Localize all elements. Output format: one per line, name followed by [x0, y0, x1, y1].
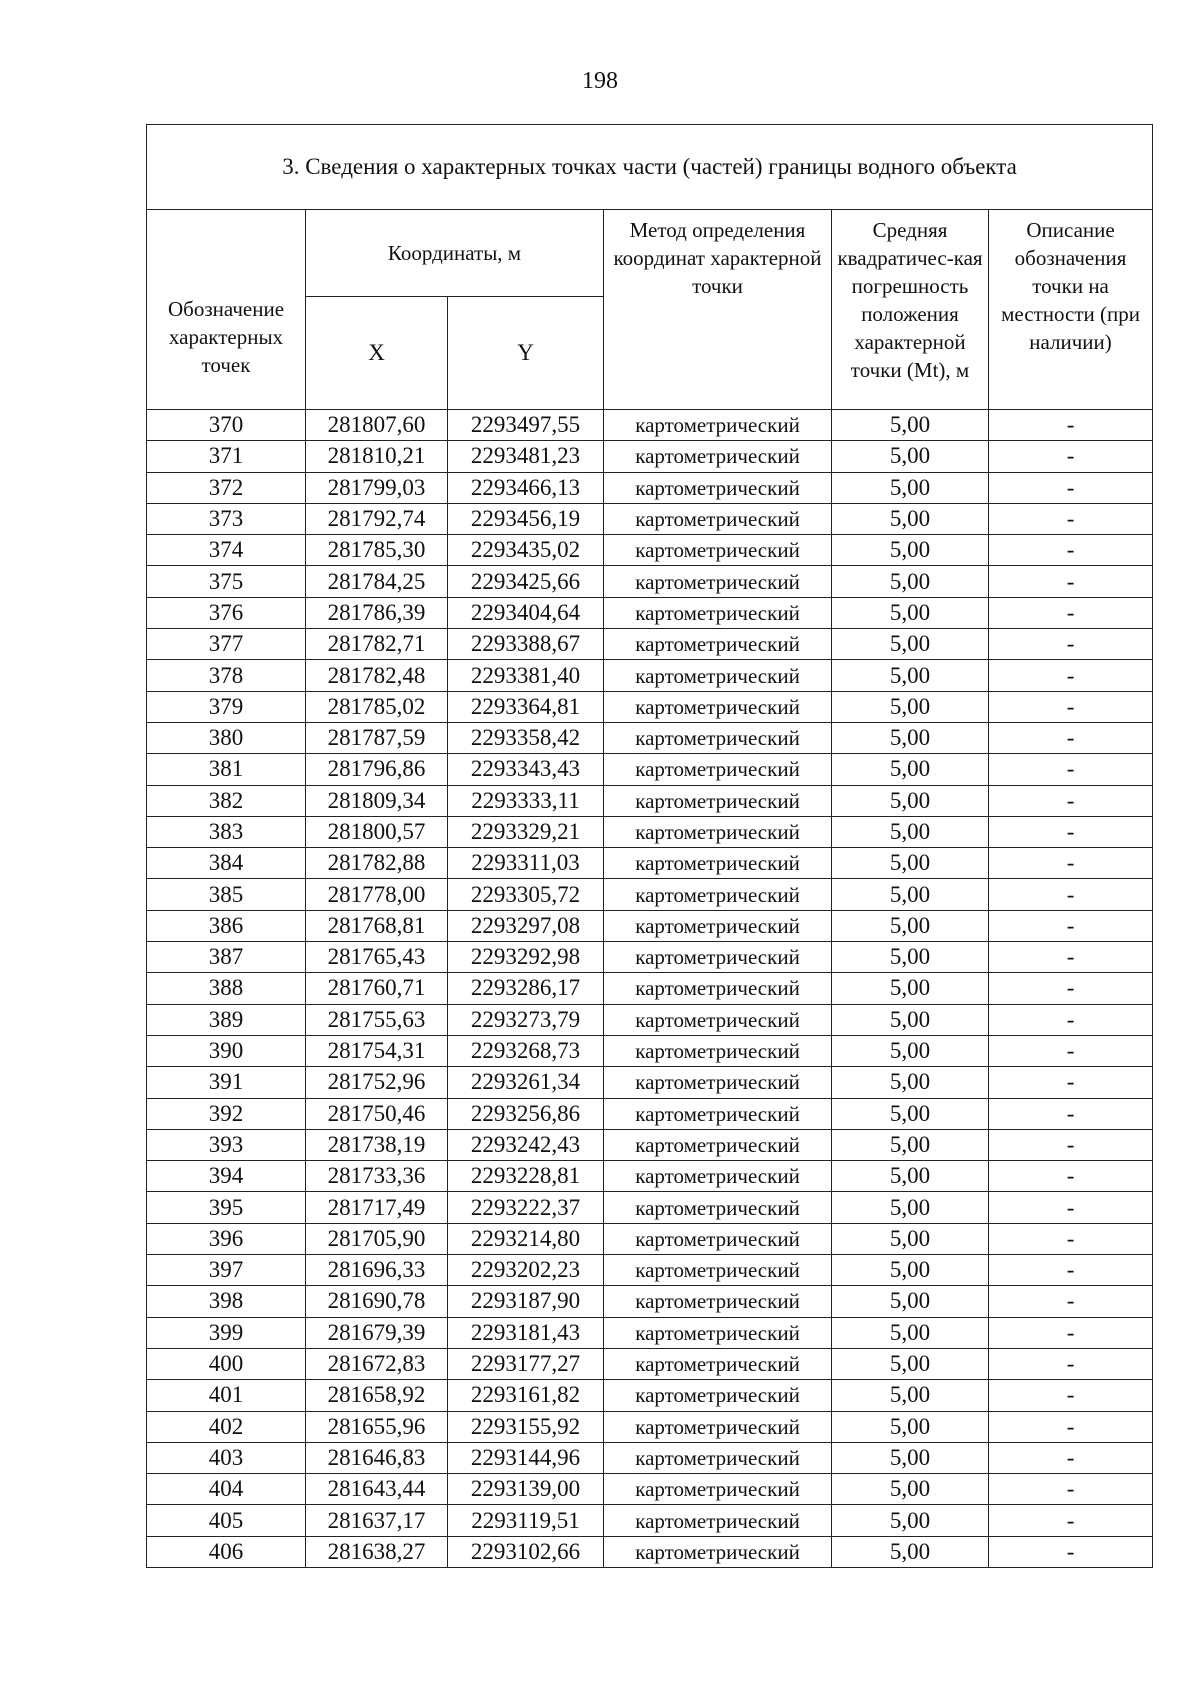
point-id-cell: 386 — [147, 910, 306, 941]
table-row — [147, 1035, 1153, 1066]
y-coordinate-cell: 2293297,08 — [448, 910, 604, 941]
point-id-cell: 377 — [147, 629, 306, 660]
y-coordinate-cell: 2293256,86 — [448, 1098, 604, 1129]
x-coordinate-cell: 281782,88 — [306, 848, 448, 879]
y-coordinate-cell: 2293139,00 — [448, 1474, 604, 1505]
method-cell: картометрический — [604, 1317, 832, 1348]
x-coordinate-cell: 281810,21 — [306, 441, 448, 472]
method-cell: картометрический — [604, 660, 832, 691]
y-coordinate-cell: 2293425,66 — [448, 566, 604, 597]
x-coordinate-cell: 281754,31 — [306, 1035, 448, 1066]
x-coordinate-cell: 281738,19 — [306, 1129, 448, 1160]
header-y: Y — [448, 297, 604, 410]
x-coordinate-cell: 281796,86 — [306, 754, 448, 785]
error-cell: 5,00 — [832, 691, 989, 722]
error-cell: 5,00 — [832, 629, 989, 660]
method-cell: картометрический — [604, 785, 832, 816]
error-cell: 5,00 — [832, 1317, 989, 1348]
table-row — [147, 1442, 1153, 1473]
x-coordinate-cell: 281786,39 — [306, 597, 448, 628]
error-cell: 5,00 — [832, 1004, 989, 1035]
error-cell: 5,00 — [832, 848, 989, 879]
error-cell: 5,00 — [832, 472, 989, 503]
point-id-cell: 371 — [147, 441, 306, 472]
table-row — [147, 597, 1153, 628]
point-id-cell: 391 — [147, 1067, 306, 1098]
table-row — [147, 1223, 1153, 1254]
description-cell: - — [989, 942, 1153, 973]
method-cell: картометрический — [604, 848, 832, 879]
point-id-cell: 381 — [147, 754, 306, 785]
method-cell: картометрический — [604, 1505, 832, 1536]
method-cell: картометрический — [604, 1442, 832, 1473]
y-coordinate-cell: 2293388,67 — [448, 629, 604, 660]
method-cell: картометрический — [604, 754, 832, 785]
y-coordinate-cell: 2293222,37 — [448, 1192, 604, 1223]
point-id-cell: 400 — [147, 1348, 306, 1379]
point-id-cell: 399 — [147, 1317, 306, 1348]
description-cell: - — [989, 1317, 1153, 1348]
description-cell: - — [989, 660, 1153, 691]
header-description: Описание обозначения точки на местности (при наличии) — [989, 210, 1153, 410]
table-row — [147, 1098, 1153, 1129]
method-cell: картометрический — [604, 1286, 832, 1317]
x-coordinate-cell: 281750,46 — [306, 1098, 448, 1129]
description-cell: - — [989, 597, 1153, 628]
error-cell: 5,00 — [832, 722, 989, 753]
table-row — [147, 691, 1153, 722]
y-coordinate-cell: 2293102,66 — [448, 1536, 604, 1567]
x-coordinate-cell: 281784,25 — [306, 566, 448, 597]
y-coordinate-cell: 2293119,51 — [448, 1505, 604, 1536]
description-cell: - — [989, 848, 1153, 879]
table-row — [147, 754, 1153, 785]
description-cell: - — [989, 1035, 1153, 1066]
table-row — [147, 472, 1153, 503]
table-row — [147, 410, 1153, 441]
method-cell: картометрический — [604, 1129, 832, 1160]
method-cell: картометрический — [604, 1098, 832, 1129]
x-coordinate-cell: 281800,57 — [306, 816, 448, 847]
description-cell: - — [989, 1474, 1153, 1505]
method-cell: картометрический — [604, 629, 832, 660]
point-id-cell: 388 — [147, 973, 306, 1004]
method-cell: картометрический — [604, 441, 832, 472]
x-coordinate-cell: 281778,00 — [306, 879, 448, 910]
point-id-cell: 396 — [147, 1223, 306, 1254]
error-cell: 5,00 — [832, 1035, 989, 1066]
error-cell: 5,00 — [832, 566, 989, 597]
table-row — [147, 503, 1153, 534]
method-cell: картометрический — [604, 910, 832, 941]
table-row — [147, 1317, 1153, 1348]
point-id-cell: 404 — [147, 1474, 306, 1505]
description-cell: - — [989, 472, 1153, 503]
y-coordinate-cell: 2293155,92 — [448, 1411, 604, 1442]
description-cell: - — [989, 1255, 1153, 1286]
description-cell: - — [989, 1505, 1153, 1536]
table-row — [147, 1161, 1153, 1192]
description-cell: - — [989, 1129, 1153, 1160]
description-cell: - — [989, 441, 1153, 472]
x-coordinate-cell: 281690,78 — [306, 1286, 448, 1317]
point-id-cell: 394 — [147, 1161, 306, 1192]
table-title: 3. Сведения о характерных точках части (частей) границы водного объекта — [147, 125, 1153, 210]
y-coordinate-cell: 2293333,11 — [448, 785, 604, 816]
y-coordinate-cell: 2293181,43 — [448, 1317, 604, 1348]
point-id-cell: 373 — [147, 503, 306, 534]
method-cell: картометрический — [604, 942, 832, 973]
error-cell: 5,00 — [832, 973, 989, 1004]
point-id-cell: 370 — [147, 410, 306, 441]
table-row — [147, 722, 1153, 753]
error-cell: 5,00 — [832, 1255, 989, 1286]
table-body — [147, 410, 1153, 1568]
point-id-cell: 384 — [147, 848, 306, 879]
point-id-cell: 376 — [147, 597, 306, 628]
x-coordinate-cell: 281785,30 — [306, 535, 448, 566]
error-cell: 5,00 — [832, 1192, 989, 1223]
table-row — [147, 1505, 1153, 1536]
error-cell: 5,00 — [832, 1474, 989, 1505]
description-cell: - — [989, 910, 1153, 941]
description-cell: - — [989, 1442, 1153, 1473]
description-cell: - — [989, 1380, 1153, 1411]
table-row — [147, 441, 1153, 472]
method-cell: картометрический — [604, 1255, 832, 1286]
x-coordinate-cell: 281787,59 — [306, 722, 448, 753]
error-cell: 5,00 — [832, 1442, 989, 1473]
description-cell: - — [989, 691, 1153, 722]
error-cell: 5,00 — [832, 1098, 989, 1129]
x-coordinate-cell: 281765,43 — [306, 942, 448, 973]
x-coordinate-cell: 281760,71 — [306, 973, 448, 1004]
point-id-cell: 401 — [147, 1380, 306, 1411]
error-cell: 5,00 — [832, 1223, 989, 1254]
description-cell: - — [989, 1536, 1153, 1567]
method-cell: картометрический — [604, 691, 832, 722]
description-cell: - — [989, 566, 1153, 597]
description-cell: - — [989, 1223, 1153, 1254]
x-coordinate-cell: 281809,34 — [306, 785, 448, 816]
x-coordinate-cell: 281637,17 — [306, 1505, 448, 1536]
y-coordinate-cell: 2293202,23 — [448, 1255, 604, 1286]
description-cell: - — [989, 973, 1153, 1004]
error-cell: 5,00 — [832, 1505, 989, 1536]
point-id-cell: 403 — [147, 1442, 306, 1473]
x-coordinate-cell: 281807,60 — [306, 410, 448, 441]
x-coordinate-cell: 281655,96 — [306, 1411, 448, 1442]
error-cell: 5,00 — [832, 785, 989, 816]
method-cell: картометрический — [604, 816, 832, 847]
method-cell: картометрический — [604, 1474, 832, 1505]
method-cell: картометрический — [604, 410, 832, 441]
method-cell: картометрический — [604, 597, 832, 628]
description-cell: - — [989, 1067, 1153, 1098]
y-coordinate-cell: 2293381,40 — [448, 660, 604, 691]
error-cell: 5,00 — [832, 1067, 989, 1098]
x-coordinate-cell: 281646,83 — [306, 1442, 448, 1473]
x-coordinate-cell: 281782,71 — [306, 629, 448, 660]
description-cell: - — [989, 754, 1153, 785]
y-coordinate-cell: 2293261,34 — [448, 1067, 604, 1098]
method-cell: картометрический — [604, 472, 832, 503]
table-row — [147, 1286, 1153, 1317]
point-id-cell: 390 — [147, 1035, 306, 1066]
method-cell: картометрический — [604, 1380, 832, 1411]
point-id-cell: 398 — [147, 1286, 306, 1317]
method-cell: картометрический — [604, 503, 832, 534]
table-row — [147, 1380, 1153, 1411]
point-id-cell: 397 — [147, 1255, 306, 1286]
description-cell: - — [989, 879, 1153, 910]
method-cell: картометрический — [604, 1411, 832, 1442]
page-number: 198 — [582, 68, 618, 94]
point-id-cell: 393 — [147, 1129, 306, 1160]
y-coordinate-cell: 2293305,72 — [448, 879, 604, 910]
point-id-cell: 382 — [147, 785, 306, 816]
table-row — [147, 1192, 1153, 1223]
method-cell: картометрический — [604, 1536, 832, 1567]
table-row — [147, 816, 1153, 847]
x-coordinate-cell: 281792,74 — [306, 503, 448, 534]
error-cell: 5,00 — [832, 503, 989, 534]
y-coordinate-cell: 2293161,82 — [448, 1380, 604, 1411]
x-coordinate-cell: 281755,63 — [306, 1004, 448, 1035]
y-coordinate-cell: 2293144,96 — [448, 1442, 604, 1473]
header-x: X — [306, 297, 448, 410]
x-coordinate-cell: 281638,27 — [306, 1536, 448, 1567]
point-id-cell: 383 — [147, 816, 306, 847]
table-row — [147, 785, 1153, 816]
method-cell: картометрический — [604, 1161, 832, 1192]
table-row — [147, 1348, 1153, 1379]
method-cell: картометрический — [604, 722, 832, 753]
y-coordinate-cell: 2293214,80 — [448, 1223, 604, 1254]
point-id-cell: 392 — [147, 1098, 306, 1129]
error-cell: 5,00 — [832, 441, 989, 472]
header-designation: Обозначение характерных точек — [147, 210, 306, 410]
x-coordinate-cell: 281679,39 — [306, 1317, 448, 1348]
description-cell: - — [989, 816, 1153, 847]
description-cell: - — [989, 1411, 1153, 1442]
error-cell: 5,00 — [832, 1129, 989, 1160]
table-row — [147, 566, 1153, 597]
point-id-cell: 375 — [147, 566, 306, 597]
error-cell: 5,00 — [832, 410, 989, 441]
y-coordinate-cell: 2293273,79 — [448, 1004, 604, 1035]
point-id-cell: 378 — [147, 660, 306, 691]
y-coordinate-cell: 2293228,81 — [448, 1161, 604, 1192]
error-cell: 5,00 — [832, 879, 989, 910]
description-cell: - — [989, 503, 1153, 534]
error-cell: 5,00 — [832, 1536, 989, 1567]
method-cell: картометрический — [604, 1035, 832, 1066]
error-cell: 5,00 — [832, 1286, 989, 1317]
y-coordinate-cell: 2293481,23 — [448, 441, 604, 472]
method-cell: картометрический — [604, 1004, 832, 1035]
y-coordinate-cell: 2293456,19 — [448, 503, 604, 534]
error-cell: 5,00 — [832, 1161, 989, 1192]
table-row — [147, 1474, 1153, 1505]
description-cell: - — [989, 535, 1153, 566]
method-cell: картометрический — [604, 1067, 832, 1098]
y-coordinate-cell: 2293311,03 — [448, 848, 604, 879]
y-coordinate-cell: 2293404,64 — [448, 597, 604, 628]
table-row — [147, 660, 1153, 691]
error-cell: 5,00 — [832, 1380, 989, 1411]
table-row — [147, 910, 1153, 941]
y-coordinate-cell: 2293286,17 — [448, 973, 604, 1004]
description-cell: - — [989, 1192, 1153, 1223]
table-row — [147, 879, 1153, 910]
error-cell: 5,00 — [832, 1411, 989, 1442]
error-cell: 5,00 — [832, 816, 989, 847]
y-coordinate-cell: 2293292,98 — [448, 942, 604, 973]
table-row — [147, 535, 1153, 566]
y-coordinate-cell: 2293497,55 — [448, 410, 604, 441]
table-row — [147, 848, 1153, 879]
method-cell: картометрический — [604, 879, 832, 910]
point-id-cell: 405 — [147, 1505, 306, 1536]
point-id-cell: 380 — [147, 722, 306, 753]
description-cell: - — [989, 785, 1153, 816]
table-row — [147, 1004, 1153, 1035]
x-coordinate-cell: 281733,36 — [306, 1161, 448, 1192]
point-id-cell: 406 — [147, 1536, 306, 1567]
y-coordinate-cell: 2293435,02 — [448, 535, 604, 566]
x-coordinate-cell: 281799,03 — [306, 472, 448, 503]
header-error: Средняя квадратичес-кая погрешность положения характерной точки (Mt), м — [832, 210, 989, 410]
y-coordinate-cell: 2293329,21 — [448, 816, 604, 847]
point-id-cell: 387 — [147, 942, 306, 973]
x-coordinate-cell: 281768,81 — [306, 910, 448, 941]
x-coordinate-cell: 281717,49 — [306, 1192, 448, 1223]
x-coordinate-cell: 281672,83 — [306, 1348, 448, 1379]
point-id-cell: 374 — [147, 535, 306, 566]
y-coordinate-cell: 2293187,90 — [448, 1286, 604, 1317]
description-cell: - — [989, 410, 1153, 441]
point-id-cell: 402 — [147, 1411, 306, 1442]
x-coordinate-cell: 281705,90 — [306, 1223, 448, 1254]
header-method: Метод определения координат характерной точки — [604, 210, 832, 410]
table-row — [147, 1067, 1153, 1098]
table-row — [147, 1255, 1153, 1286]
header-coordinates: Координаты, м — [306, 210, 604, 297]
y-coordinate-cell: 2293177,27 — [448, 1348, 604, 1379]
table-row — [147, 973, 1153, 1004]
description-cell: - — [989, 722, 1153, 753]
y-coordinate-cell: 2293466,13 — [448, 472, 604, 503]
error-cell: 5,00 — [832, 597, 989, 628]
method-cell: картометрический — [604, 1192, 832, 1223]
table-row — [147, 1129, 1153, 1160]
x-coordinate-cell: 281785,02 — [306, 691, 448, 722]
description-cell: - — [989, 1348, 1153, 1379]
description-cell: - — [989, 1004, 1153, 1035]
error-cell: 5,00 — [832, 660, 989, 691]
table-row — [147, 1411, 1153, 1442]
table-row — [147, 629, 1153, 660]
x-coordinate-cell: 281752,96 — [306, 1067, 448, 1098]
error-cell: 5,00 — [832, 754, 989, 785]
description-cell: - — [989, 1286, 1153, 1317]
error-cell: 5,00 — [832, 1348, 989, 1379]
method-cell: картометрический — [604, 1348, 832, 1379]
point-id-cell: 385 — [147, 879, 306, 910]
y-coordinate-cell: 2293268,73 — [448, 1035, 604, 1066]
x-coordinate-cell: 281782,48 — [306, 660, 448, 691]
point-id-cell: 379 — [147, 691, 306, 722]
error-cell: 5,00 — [832, 942, 989, 973]
table-row — [147, 942, 1153, 973]
method-cell: картометрический — [604, 973, 832, 1004]
boundary-points-table — [146, 124, 1153, 1568]
y-coordinate-cell: 2293358,42 — [448, 722, 604, 753]
point-id-cell: 389 — [147, 1004, 306, 1035]
y-coordinate-cell: 2293343,43 — [448, 754, 604, 785]
error-cell: 5,00 — [832, 535, 989, 566]
method-cell: картометрический — [604, 535, 832, 566]
y-coordinate-cell: 2293242,43 — [448, 1129, 604, 1160]
point-id-cell: 395 — [147, 1192, 306, 1223]
table-row — [147, 1536, 1153, 1567]
x-coordinate-cell: 281643,44 — [306, 1474, 448, 1505]
x-coordinate-cell: 281696,33 — [306, 1255, 448, 1286]
method-cell: картометрический — [604, 1223, 832, 1254]
y-coordinate-cell: 2293364,81 — [448, 691, 604, 722]
description-cell: - — [989, 1098, 1153, 1129]
method-cell: картометрический — [604, 566, 832, 597]
error-cell: 5,00 — [832, 910, 989, 941]
description-cell: - — [989, 629, 1153, 660]
x-coordinate-cell: 281658,92 — [306, 1380, 448, 1411]
description-cell: - — [989, 1161, 1153, 1192]
point-id-cell: 372 — [147, 472, 306, 503]
